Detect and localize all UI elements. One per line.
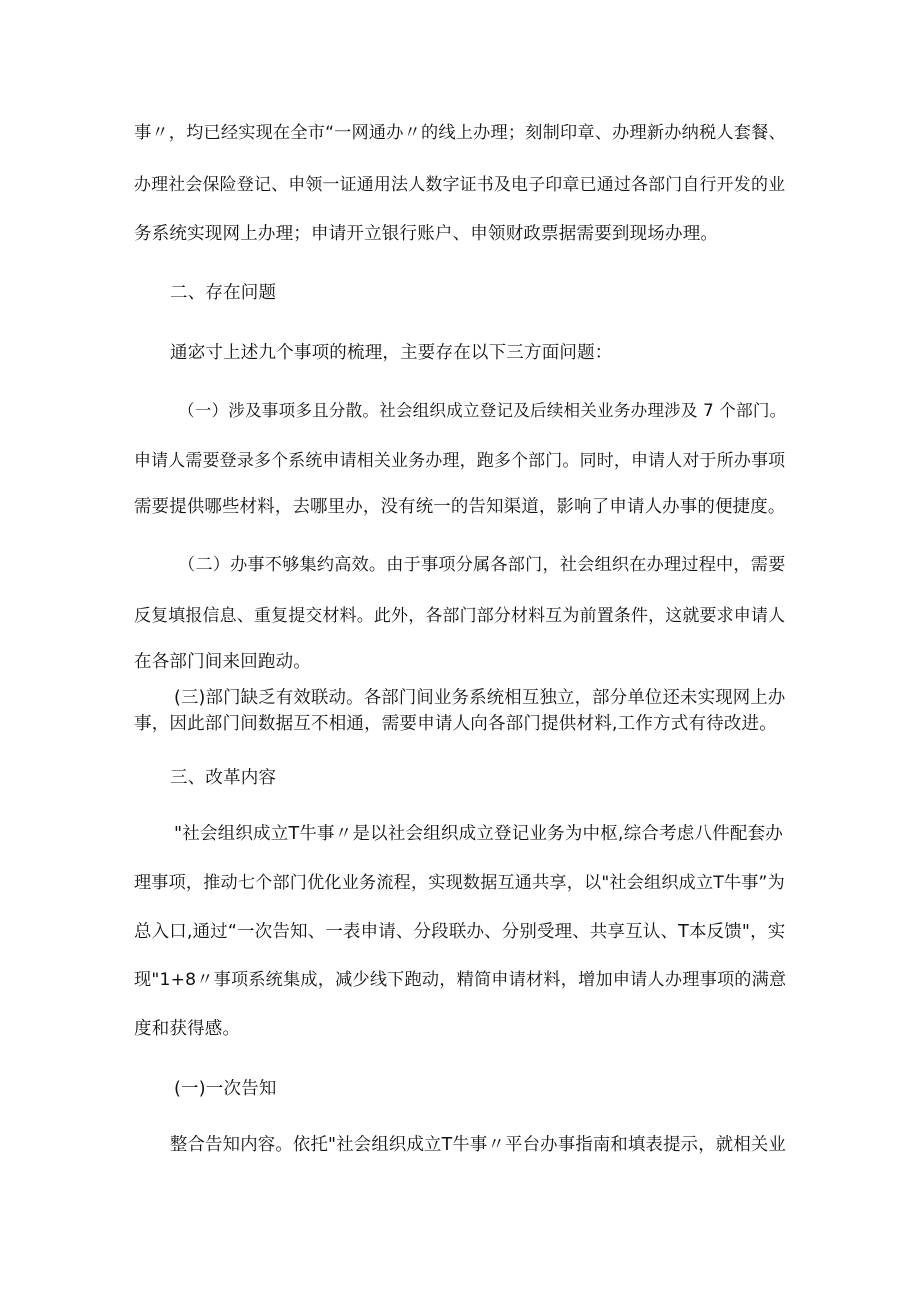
text-line: 事，因此部门间数据互不相通，需要申请人向各部门提供材料,工作方式有待改进。 (134, 714, 777, 734)
text-line: （一）涉及事项多且分散。社会组织成立登记及后续相关业务办理涉及 7 个部门。 (178, 401, 787, 420)
text-line: 事〃，均已经实现在全市“一网通办〃的线上办理；刻制印章、办理新办纳税人套餐、 (134, 123, 786, 143)
text-line: 总入口,通过“一次告知、一表申请、分段联办、分别受理、共享互认、T本反馈"，实 (134, 922, 786, 942)
text-line: (三)部门缺乏有效联动。各部门间业务系统相互独立，部分单位还未实现网上办 (174, 688, 786, 708)
text-line: 理事项，推动七个部门优化业务流程，实现数据互通共享，以"社会组织成立T牛事”为 (134, 873, 785, 893)
text-line: 办理社会保险登记、申领一证通用法人数字证书及电子印章已通过各部门自行开发的业 (134, 174, 786, 194)
text-line: 度和获得感。 (134, 1019, 241, 1039)
text-line: 现"1+8〃事项系统集成，减少线下跑动，精简申请材料，增加申请人办理事项的满意 (134, 970, 787, 990)
text-line: 反复填报信息、重复提交材料。此外，各部门部分材料互为前置条件，这就要求申请人 (134, 605, 786, 625)
text-line: （二）办事不够集约高效。由于事项分属各部门，社会组织在办理过程中，需要 (178, 555, 786, 575)
text-line: 申请人需要登录多个系统申请相关业务办理，跑多个部门。同时，申请人对于所办事项 (134, 450, 786, 470)
text-line: 务系统实现网上办理；申请开立银行账户、申领财政票据需要到现场办理。 (134, 224, 719, 244)
subsection-heading-notice: (一)一次告知 (174, 1079, 277, 1099)
text-line: 在各部门间来回跑动。 (134, 652, 311, 672)
text-line: "社会组织成立T牛事〃是以社会组织成立登记业务为中枢,综合考虑八件配套办 (174, 824, 783, 844)
section-heading-problems: 二、存在问题 (170, 283, 277, 303)
paragraph-notice: 整合告知内容。依托"社会组织成立T牛事〃平台办事指南和填表提示，就相关业 (170, 1135, 787, 1155)
text-line: 需要提供哪些材料，去哪里办，没有统一的告知渠道，影响了申请人办事的便捷度。 (134, 497, 786, 517)
section-heading-reform: 三、改革内容 (170, 768, 277, 788)
paragraph-intro: 通宓寸上述九个事项的梳理，主要存在以下三方面问题： (170, 343, 613, 363)
